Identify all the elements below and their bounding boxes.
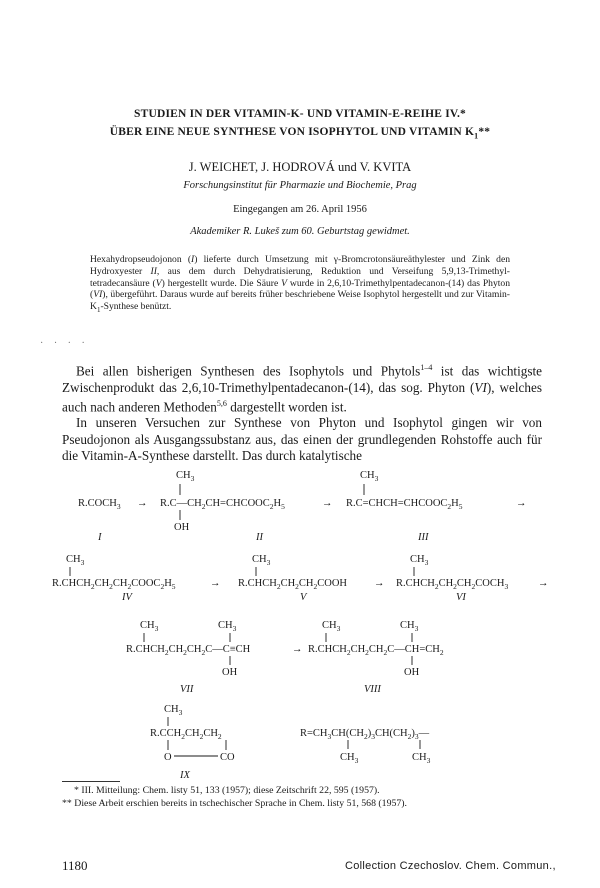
footnote-2-mark: ** <box>62 798 72 809</box>
abstract-text-e: wurde in 2,6,10-Trimethylpentadecanon-(14) das Phyton ( <box>90 277 511 301</box>
footnote-1-mark: * <box>74 785 79 796</box>
arrow-1: → <box>137 498 148 509</box>
authors: J. WEICHET, J. HODROVÁ und V. KVITA <box>188 160 412 174</box>
compound-ii-oh: OH <box>174 522 190 533</box>
p1-label-vi: VI <box>474 379 487 395</box>
abstract <box>90 254 510 317</box>
abstract-text-d: ) hergestellt wurde. Die Säure <box>161 277 282 289</box>
arrow-3: → <box>516 498 527 509</box>
abstract-label-v2: V <box>281 277 288 289</box>
abstract-text-c: , aus dem durch Dehydratisierung, Reduktion und Verseifung 5,9,13-Trimethyl-tetradecansäure ( <box>90 265 510 289</box>
compound-viii-ch3a: $CH_3$ <box>322 620 341 633</box>
abstract-label-ii: II <box>150 265 157 277</box>
abstract-label-vi: VI <box>93 289 103 301</box>
paragraph-1 <box>62 360 542 415</box>
p1-ref-1: 1–4 <box>420 363 433 372</box>
scheme-row-3 <box>126 620 444 695</box>
abstract-label-i: I <box>191 254 195 265</box>
received-date: Eingegangen am 26. April 1956 <box>233 204 367 215</box>
footnote-1 <box>62 784 542 797</box>
footnotes <box>62 784 542 810</box>
compound-iv-formula: $R.CHCH_2CH_2CH_2COOC_2H_5$ <box>52 578 176 591</box>
abstract-text-g: -Synthese benützt. <box>100 301 172 313</box>
r-group-ch3b: $CH_3$ <box>412 752 431 765</box>
r-group-ch3a: $CH_3$ <box>340 752 359 765</box>
compound-v-ch3: $CH_3$ <box>252 554 271 567</box>
abstract-label-v: V <box>155 277 162 289</box>
label-viii: VIII <box>364 684 381 695</box>
label-v: V <box>300 592 307 603</box>
compound-vii-ch3a: $CH_3$ <box>140 620 159 633</box>
paragraph-2: In unseren Versuchen zur Synthese von Phyton und Isophytol gingen wir von Pseudojonon als Ausgangssubstanz aus, das einen der grundlegenden Rohstoffe auch für die Vitamin-A-Synthese darstellt. Das durch katalytische <box>62 415 542 463</box>
abstract-text-a: Hexahydropseudojonon ( <box>90 254 192 265</box>
label-iv: IV <box>122 592 132 603</box>
p1-text-c: ), welches auch nach anderen Methoden <box>62 379 542 415</box>
label-iii: III <box>418 532 429 543</box>
article-title-line1: STUDIEN IN DER VITAMIN-K- UND VITAMIN-E-REIHE IV.* <box>134 108 466 120</box>
label-i: I <box>98 532 102 543</box>
page-number: 1180 <box>62 858 88 873</box>
abstract-text-f: ), übergeführt. Daraus wurde auf bereits früher beschriebene Weise Isophytol hergestellt und zur Vitamin-K <box>90 289 510 313</box>
footnote-1-text: III. Mitteilung: Chem. listy 51, 133 (1957); diese Zeitschrift 22, 595 (1957). <box>81 785 380 796</box>
arrow-5: → <box>374 578 385 589</box>
compound-vii-ch3b: $CH_3$ <box>218 620 237 633</box>
scheme-row-1 <box>78 470 527 543</box>
p1-text-d: dargestellt worden ist. <box>226 399 347 415</box>
institute: Forschungsinstitut für Pharmazie und Biochemie, Prag <box>183 180 417 191</box>
title-line2-subscript: 1 <box>474 131 479 141</box>
p1-text-b: ist das wichtigste Zwischenprodukt das 2,6,10-Trimethylpentadecanon-(14), das sog. Phyton ( <box>62 363 542 395</box>
compound-ix-o: O <box>164 752 172 763</box>
label-ii: II <box>256 532 263 543</box>
compound-ix-ch3: $CH_3$ <box>164 704 183 717</box>
arrow-4: → <box>210 578 221 589</box>
compound-ix-formula: $R.CCH_2CH_2CH_2$ <box>150 728 222 741</box>
abstract-sub-1: 1 <box>96 306 101 315</box>
abstract-text-b: ) lieferte durch Umsetzung mit γ-Bromcrotonsäureäthylester und Zink den Hydroxyester <box>90 254 510 277</box>
compound-v-formula: $R.CHCH_2CH_2CH_2COOH$ <box>238 578 348 591</box>
r-group-formula: $R=CH_3CH(CH_2)_3CH(CH_2)_3—$ <box>300 728 430 741</box>
scheme-row-4 <box>150 704 431 780</box>
label-ix: IX <box>180 770 190 780</box>
compound-iii-ch3: $CH_3$ <box>360 470 379 483</box>
compound-vi-ch3: $CH_3$ <box>410 554 429 567</box>
footnote-rule <box>62 781 120 782</box>
footnote-2 <box>62 797 542 810</box>
compound-i-formula: $R.COCH_3$ <box>78 498 121 511</box>
compound-viii-ch3b: $CH_3$ <box>400 620 419 633</box>
compound-viii-oh: OH <box>404 667 420 678</box>
journal-name: Collection Czechoslov. Chem. Commun., <box>345 860 556 872</box>
compound-vii-oh: OH <box>222 667 238 678</box>
compound-ii-formula: $R.C—CH_2CH=CHCOOC_2H_5$ <box>160 498 285 511</box>
compound-viii-formula: $R.CHCH_2CH_2CH_2C—CH=CH_2$ <box>308 644 444 657</box>
compound-vi-formula: $R.CHCH_2CH_2CH_2COCH_3$ <box>396 578 509 591</box>
arrow-2: → <box>322 498 333 509</box>
title-line2-text: ÜBER EINE NEUE SYNTHESE VON ISOPHYTOL UND VITAMIN K <box>109 126 475 138</box>
compound-vii-formula: $R.CHCH_2CH_2CH_2C—C\equiv CH$ <box>126 644 251 657</box>
compound-ix-co: CO <box>220 752 235 763</box>
label-vi: VI <box>456 592 466 603</box>
arrow-7: → <box>292 644 303 655</box>
arrow-6: → <box>538 578 549 589</box>
compound-ii-ch3: $CH_3$ <box>176 470 195 483</box>
scheme-row-2 <box>52 554 549 603</box>
title-line2-tail: ** <box>478 126 491 138</box>
reaction-scheme <box>0 430 600 780</box>
article-title-line2 <box>0 126 600 140</box>
footnote-2-text: Diese Arbeit erschien bereits in tschechischer Sprache in Chem. listy 51, 568 (1957). <box>74 798 407 809</box>
p1-text-a: Bei allen bisherigen Synthesen des Isophytols und Phytols <box>76 363 421 379</box>
label-vii: VII <box>180 684 194 695</box>
compound-iii-formula: $R.C=CHCH=CHCOOC_2H_5$ <box>346 498 463 511</box>
p1-ref-2: 5,6 <box>216 398 227 408</box>
dedication: Akademiker R. Lukeš zum 60. Geburtstag gewidmet. <box>190 226 410 237</box>
ornament-dots: · · · · <box>40 338 89 349</box>
compound-iv-ch3: $CH_3$ <box>66 554 85 567</box>
